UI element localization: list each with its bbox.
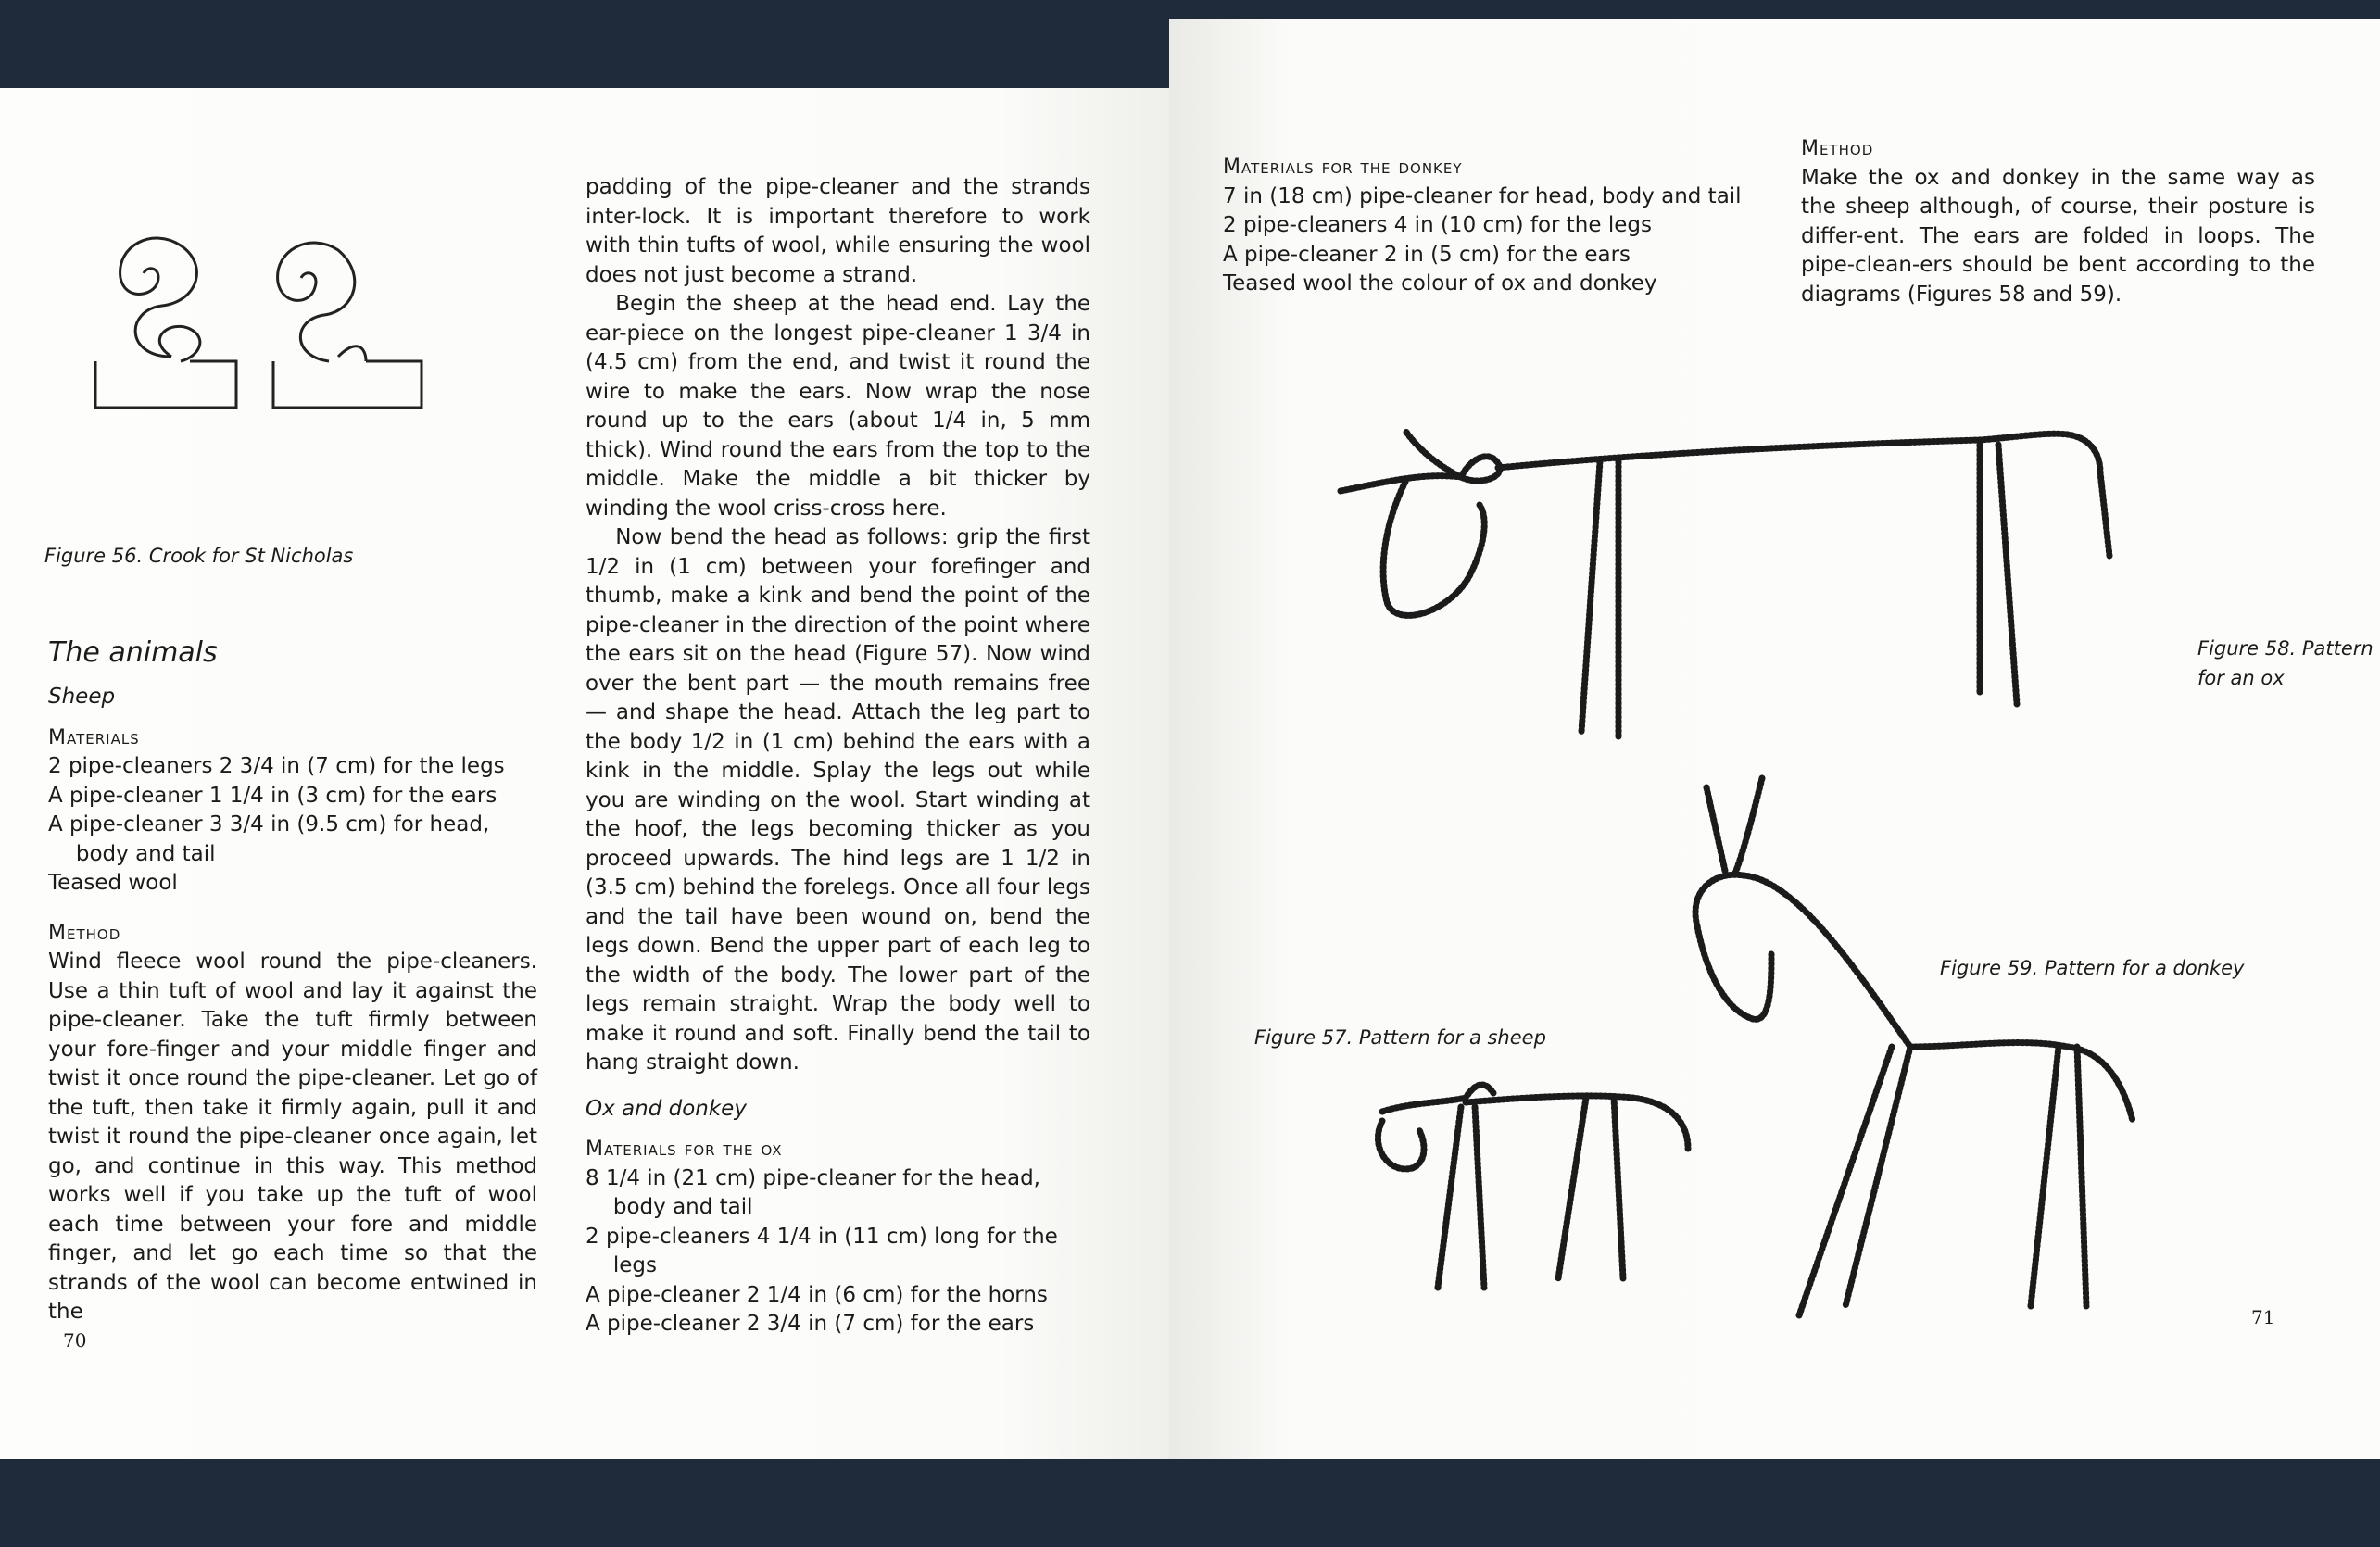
figure58-caption-line1: Figure 58. Pattern <box>2197 637 2374 660</box>
ox-material-item: 2 pipe-cleaners 4 1/4 in (11 cm) long for the legs <box>586 1224 1058 1277</box>
crook-figure-illustration <box>88 227 459 431</box>
left-page <box>0 88 1177 1459</box>
donkey-material-item: 2 pipe-cleaners 4 in (10 cm) for the legs <box>1223 213 1652 237</box>
right-method-block <box>1801 134 2315 309</box>
ox-material-item: A pipe-cleaner 2 3/4 in (7 cm) for the ears <box>586 1312 1035 1336</box>
donkey-materials-label: Materials for the donkey <box>1223 156 1463 179</box>
col2-paragraph-2: Begin the sheep at the head end. Lay the ear-piece on the longest pipe-cleaner 1 3/4 in (4.5 cm) from the end, and twist it round the wire to make the ears. Now wrap the nose round up to the ears (about 1/4 in, 5 mm thick). Wind round the ears from the top to the middle. Make the middle a bit thicker by winding the wool criss-cross here. <box>586 292 1090 521</box>
ox-material-item: A pipe-cleaner 2 1/4 in (6 cm) for the horns <box>586 1282 1048 1307</box>
ox-pattern-illustration <box>1313 389 2239 741</box>
figure57-caption: Figure 57. Pattern for a sheep <box>1254 1026 1546 1049</box>
ox-materials-label: Materials for the ox <box>586 1138 783 1161</box>
donkey-material-item: A pipe-cleaner 2 in (5 cm) for the ears <box>1223 242 1631 267</box>
col2-paragraph-3: Now bend the head as follows: grip the first 1/2 in (1 cm) between your forefinger and thumb, make a kink and bend the point of the pipe-cleaner in the direction of the point where the ears sit on the head (Figure 57). Now wind over the bent part — the mouth remains free — and shape the head. Attach the leg part to the body 1/2 in (1 cm) behind the ears with a kink in the middle. Splay the legs out while you are winding on the wool. Start winding at the hoof, the legs becoming thicker as you proceed upwards. The hind legs are 1 1/2 in (3.5 cm) behind the forelegs. Once all four legs and the tail have been wound on, bend the legs down. Bend the upper part of each leg to the width of the body. The lower part of the legs remain straight. Wrap the body well to make it round and soft. Finally bend the tail to hang straight down. <box>586 525 1090 1075</box>
sheep-material-item: 2 pipe-cleaners 2 3/4 in (7 cm) for the legs <box>48 754 505 778</box>
donkey-materials-block <box>1223 153 1742 299</box>
figure59-caption: Figure 59. Pattern for a donkey <box>1940 957 2245 979</box>
sheep-material-item: A pipe-cleaner 1 1/4 in (3 cm) for the ears <box>48 783 497 808</box>
method-text: Wind fleece wool round the pipe-cleaners. Use a thin tuft of wool and lay it against the pipe-cleaner. Take the tuft firmly between your fore-finger and your middle finger and twist it once round the pipe-cleaner. Let go of the tuft, then take it firmly again, pull it and twist it round the pipe-cleaner once again, let go, and continue in this way. This method works well if you take up the tuft of wool each time between your fore and middle finger, and let go each time so that the strands of the wool can become entwined in the <box>48 950 537 1324</box>
donkey-material-item: 7 in (18 cm) pipe-cleaner for head, body and tail <box>1223 183 1742 208</box>
sheep-pattern-illustration <box>1373 1065 1744 1306</box>
ox-donkey-heading: Ox and donkey <box>586 1096 747 1121</box>
left-column-1 <box>48 635 537 1327</box>
right-method-label: Method <box>1801 137 1874 160</box>
sheep-material-item: Teased wool <box>48 871 178 895</box>
sheep-material-item: A pipe-cleaner 3 3/4 in (9.5 cm) for head, body and tail <box>48 812 490 866</box>
page-number-left: 70 <box>63 1329 87 1352</box>
right-page <box>1169 19 2380 1459</box>
method-label: Method <box>48 921 121 945</box>
left-column-2 <box>586 173 1090 1339</box>
sheep-heading: Sheep <box>48 685 116 709</box>
page-number-right: 71 <box>2251 1306 2275 1328</box>
figure56-caption: Figure 56. Crook for St Nicholas <box>44 545 354 567</box>
right-method-text: Make the ox and donkey in the same way as the sheep although, of course, their posture is differ-ent. The ears are folded in loops. The pipe-clean-ers should be bent according to the diagrams (Figures 58 and 59). <box>1801 165 2315 307</box>
col2-paragraph-1: padding of the pipe-cleaner and the strands inter-lock. It is important therefore to work with thin tufts of wool, while ensuring the wool does not just become a strand. <box>586 175 1090 287</box>
ox-material-item: 8 1/4 in (21 cm) pipe-cleaner for the head, body and tail <box>586 1165 1040 1219</box>
section-title: The animals <box>48 636 218 669</box>
donkey-material-item: Teased wool the colour of ox and donkey <box>1223 271 1657 296</box>
sheep-materials-label: Materials <box>48 725 140 749</box>
figure58-caption-line2: for an ox <box>2197 667 2285 689</box>
